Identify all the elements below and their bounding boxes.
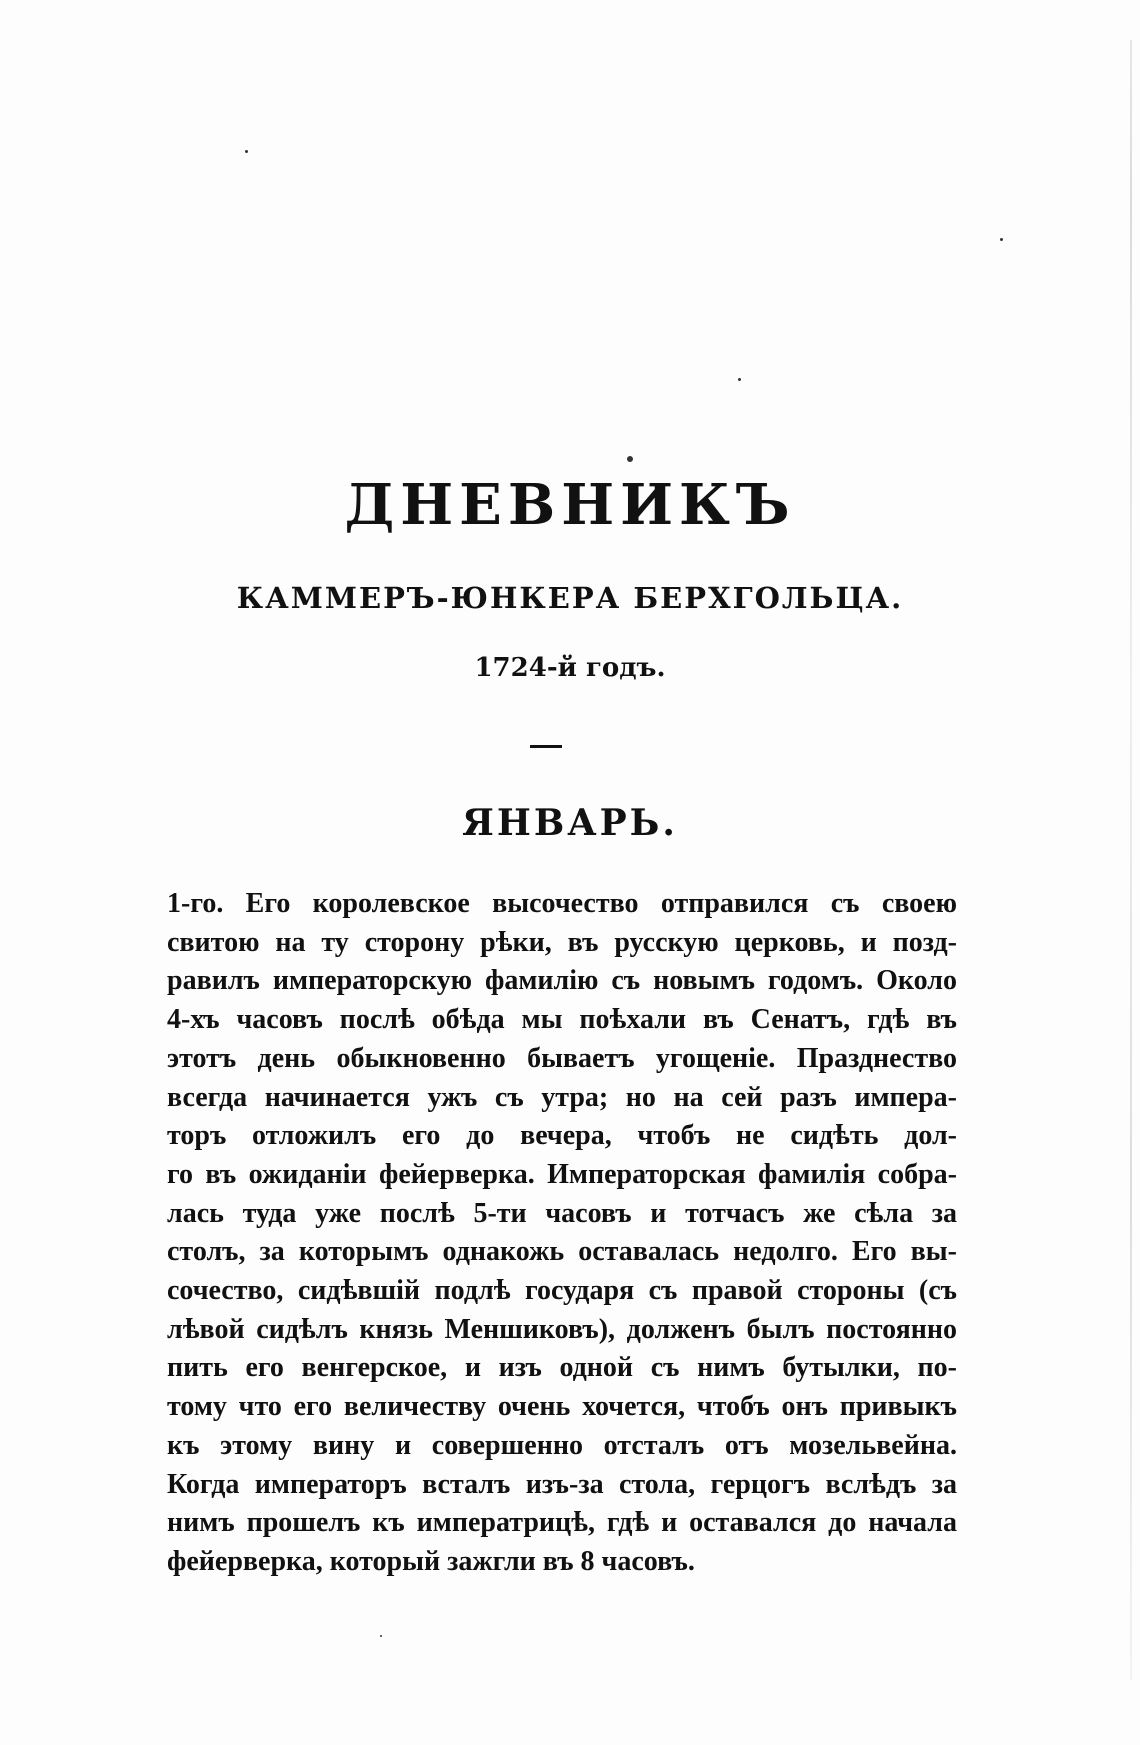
- paragraph-line: всегда начинается ужъ съ утра; но на сей разъ импера-: [167, 1081, 957, 1113]
- paragraph-line: свитою на ту сторону рѣки, въ русскую церковь, и позд-: [167, 926, 957, 958]
- paragraph-line: этотъ день обыкновенно бываетъ угощеніе. Празднество: [167, 1042, 957, 1074]
- print-speck: [1000, 238, 1003, 241]
- paragraph-line: нимъ прошелъ къ императрицѣ, гдѣ и оставался до начала: [167, 1507, 957, 1539]
- paragraph-line: фейерверка, который зажгли въ 8 часовъ.: [167, 1545, 695, 1577]
- paragraph-line: 4-хъ часовъ послѣ обѣда мы поѣхали въ Сенатъ, гдѣ въ: [167, 1004, 957, 1036]
- paragraph-line: пить его венгерское, и изъ одной съ нимъ бутылки, по-: [167, 1352, 957, 1384]
- paragraph-line: къ этому вину и совершенно отсталъ отъ мозельвейна.: [167, 1429, 957, 1461]
- paragraph-line: столъ, за которымъ однакожь оставалась недолго. Его вы-: [167, 1236, 957, 1268]
- section-divider: [530, 745, 562, 748]
- document-year: 1724-й годъ.: [474, 653, 666, 683]
- print-speck: [245, 150, 248, 153]
- paragraph-line: 1-го. Его королевское высочество отправился съ своею: [167, 888, 957, 919]
- paragraph-line: лѣвой сидѣлъ князь Меншиковъ), долженъ былъ постоянно: [167, 1313, 957, 1345]
- page-edge-shadow: [1130, 40, 1132, 1680]
- paragraph-line: лась туда уже послѣ 5-ти часовъ и тотчасъ же сѣла за: [167, 1197, 957, 1229]
- paragraph-line: торъ отложилъ его до вечера, чтобъ не сидѣть дол-: [167, 1120, 957, 1152]
- paragraph-line: равилъ императорскую фамилію съ новымъ годомъ. Около: [167, 965, 957, 997]
- document-subtitle: КАММЕРЪ-ЮНКЕРА БЕРХГОЛЬЦА.: [236, 581, 904, 615]
- paragraph-line: тому что его величеству очень хочется, чтобъ онъ привыкъ: [167, 1391, 957, 1423]
- document-title: ДНЕВНИКЪ: [344, 472, 796, 538]
- print-speck: [738, 378, 741, 381]
- month-heading: ЯНВАРЬ.: [462, 802, 678, 844]
- diary-entry-paragraph: [167, 885, 957, 1582]
- paragraph-line: сочество, сидѣвшій подлѣ государя съ правой стороны (съ: [167, 1275, 957, 1307]
- paragraph-line: го въ ожиданіи фейерверка. Императорская фамилія собра-: [167, 1158, 957, 1190]
- print-speck: [627, 456, 633, 462]
- print-speck: [380, 1635, 382, 1637]
- paragraph-line: Когда императоръ всталъ изъ-за стола, герцогъ вслѣдъ за: [167, 1468, 957, 1500]
